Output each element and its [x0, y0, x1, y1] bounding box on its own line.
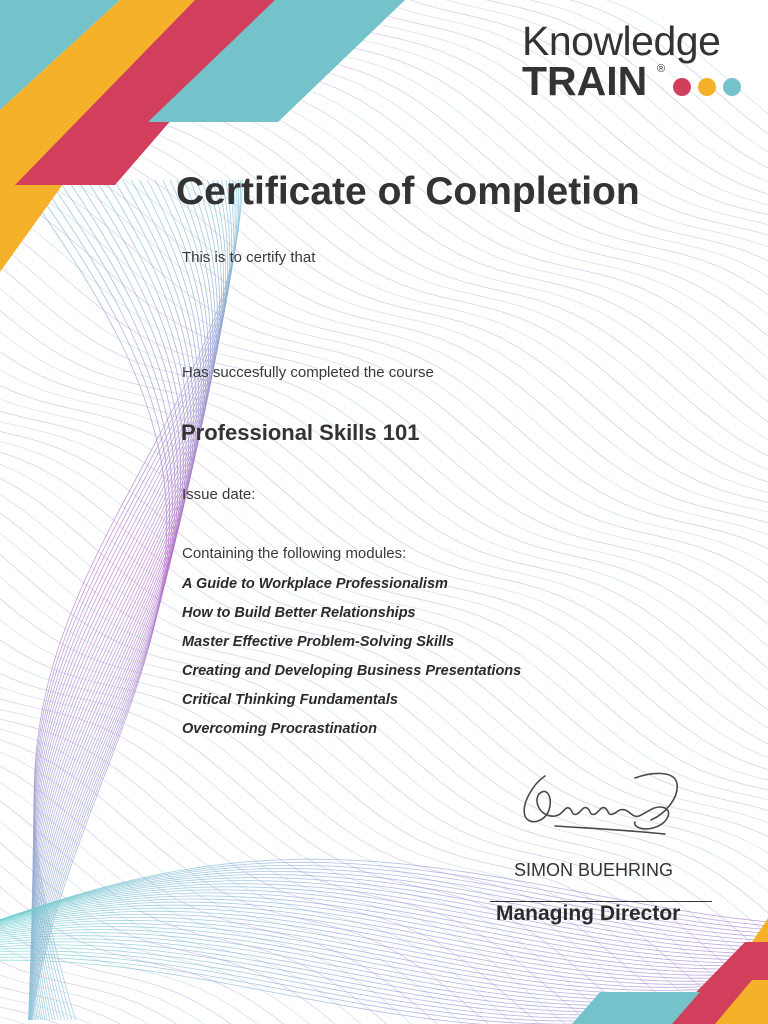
module-item: Critical Thinking Fundamentals: [182, 692, 398, 708]
modules-intro: Containing the following modules:: [182, 545, 407, 562]
course-name: Professional Skills 101: [181, 420, 420, 445]
signature-icon: [515, 764, 685, 844]
module-item: How to Build Better Relationships: [182, 605, 416, 621]
module-item: Creating and Developing Business Presentations: [182, 663, 522, 679]
knowledge-train-logo: [522, 18, 762, 108]
logo-dot-red: [673, 78, 691, 96]
logo-wordmark-knowledge: Knowledge: [522, 18, 721, 64]
certify-text: This is to certify that: [182, 249, 316, 266]
certificate-title: Certificate of Completion: [176, 170, 640, 213]
registered-mark: ®: [657, 63, 666, 75]
logo-dot-yellow: [698, 78, 716, 96]
module-item: Overcoming Procrastination: [182, 721, 377, 737]
logo-wordmark-train: TRAIN: [522, 58, 648, 104]
module-list: [182, 575, 521, 749]
module-item: Master Effective Problem-Solving Skills: [182, 634, 455, 650]
logo-dot-teal: [723, 78, 741, 96]
issue-date-label: Issue date:: [182, 486, 256, 503]
signatory-role: Managing Director: [496, 902, 681, 925]
completed-text: Has succesfully completed the course: [182, 364, 434, 381]
signatory-name: SIMON BUEHRING: [514, 860, 674, 880]
module-item: A Guide to Workplace Professionalism: [182, 576, 448, 592]
